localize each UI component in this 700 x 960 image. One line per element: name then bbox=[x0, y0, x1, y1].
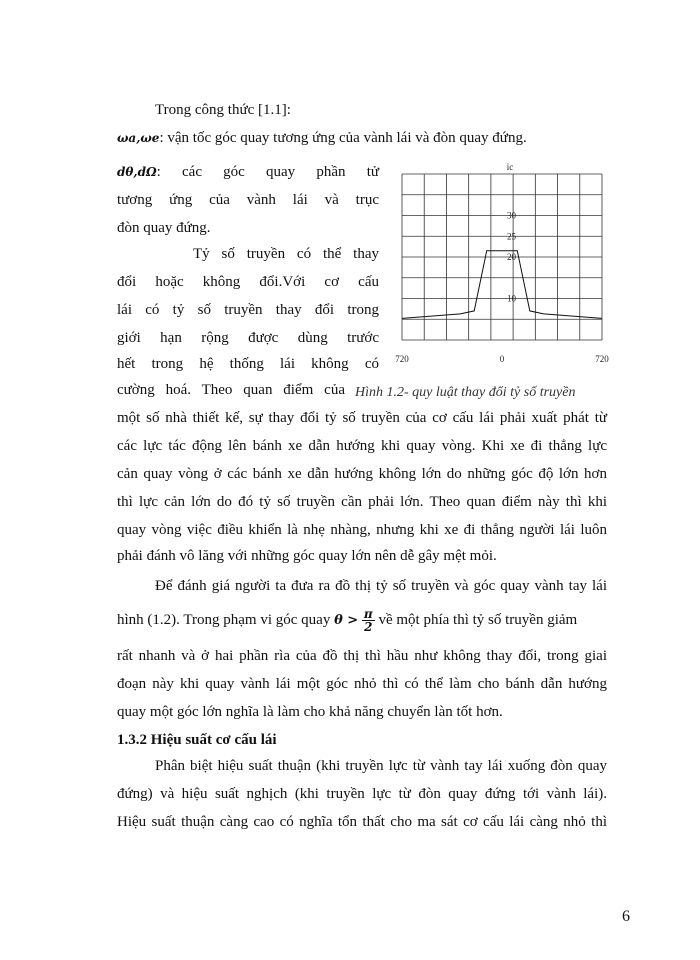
body-line-12: Hiệu suất thuận càng cao có nghĩa tổn thất cho ma sát cơ cấu lái càng nhỏ thì bbox=[117, 814, 607, 830]
para2-text-before: hình (1.2). Trong phạm vi góc quay bbox=[117, 611, 331, 628]
para2-text-after: về một phía thì tỷ số truyền giảm bbox=[378, 611, 578, 628]
dtheta-definition-3: đòn quay đứng. bbox=[117, 220, 211, 236]
fraction-denominator: 2 bbox=[364, 620, 373, 634]
body-line-10: Phân biệt hiệu suất thuận (khi truyền lực từ vành tay lái xuống đòn quay bbox=[155, 758, 607, 774]
body-line-8: đoạn này khi quay vành lái một góc nhỏ thì có thể làm cho bánh dẫn hướng bbox=[117, 676, 607, 692]
dtheta-definition-2: tương ứng của vành lái và trục bbox=[117, 192, 379, 208]
body-line-6: phải đánh vô lăng với những góc quay lớn nên dễ gây mệt mỏi. bbox=[117, 548, 497, 564]
body-line-5: quay vòng việc điều khiển là nhẹ nhàng, nhưng khi xe đi thẳng người lái luôn bbox=[117, 522, 607, 538]
figure-caption: Hình 1.2- quy luật thay đổi tỷ số truyền bbox=[355, 385, 576, 400]
body-line-11: đứng) và hiệu suất nghịch (khi truyền lực từ đòn quay đứng tới vành lái). bbox=[117, 786, 607, 802]
x-tick-label: 720 bbox=[395, 354, 409, 364]
body-line-9: quay một góc lớn nghĩa là làm cho khả năng chuyển làn tốt hơn. bbox=[117, 704, 503, 720]
chart-ticks bbox=[395, 211, 609, 365]
left-column-line-5: hết trong hệ thống lái không có bbox=[117, 356, 379, 372]
dtheta-symbol: dθ,dΩ bbox=[117, 165, 157, 179]
para2-line-2 bbox=[117, 608, 607, 633]
body-line-7: rất nhanh và ở hai phần rìa của đồ thị thì hầu như không thay đổi, trong giai bbox=[117, 648, 607, 664]
body-line-2: các lực tác động lên bánh xe dẫn hướng khi quay vòng. Khi xe đi thẳng lực bbox=[117, 438, 607, 454]
intro-line: Trong công thức [1.1]: bbox=[155, 102, 291, 118]
y-tick-label: 30 bbox=[507, 210, 516, 221]
left-column-line-6: cường hoá. Theo quan điểm của bbox=[117, 382, 345, 398]
omega-text: : vận tốc góc quay tương ứng của vành lái và đòn quay đứng. bbox=[159, 130, 527, 146]
x-tick-label: 720 bbox=[595, 354, 609, 364]
section-heading: 1.3.2 Hiệu suất cơ cấu lái bbox=[117, 732, 277, 748]
page-number: 6 bbox=[622, 908, 630, 925]
theta-symbol: θ > bbox=[334, 612, 359, 628]
series-line-ic bbox=[402, 251, 602, 319]
x-tick-label: 0 bbox=[499, 354, 505, 364]
gear-ratio-chart bbox=[380, 160, 620, 370]
chart-grid bbox=[402, 174, 602, 340]
pi-over-two-fraction bbox=[362, 608, 375, 633]
para2-line-1: Để đánh giá người ta đưa ra đồ thị tỷ số truyền và góc quay vành tay lái bbox=[155, 578, 607, 594]
left-column-line-1: Tỷ số truyền có thể thay bbox=[193, 246, 379, 262]
omega-definition bbox=[117, 128, 527, 148]
left-column-line-2: đổi hoặc không đổi.Với cơ cấu bbox=[117, 274, 379, 290]
y-tick-label: 20 bbox=[507, 252, 516, 262]
body-line-4: thì lực cản lớn do đó tỷ số truyền cần phải lớn. Theo quan điểm này thì khi bbox=[117, 494, 607, 510]
dtheta-text-1: : các góc quay phần tử bbox=[156, 164, 379, 180]
omega-symbol: ωa,ωe bbox=[117, 131, 160, 145]
y-tick-label: 10 bbox=[507, 293, 516, 304]
y-axis-label: ic bbox=[506, 162, 514, 172]
fraction-numerator: π bbox=[363, 607, 373, 621]
body-line-3: cản quay vòng ở các bánh xe dẫn hướng không lớn do những góc độ lớn hơn bbox=[117, 466, 607, 482]
dtheta-definition-1 bbox=[117, 162, 379, 182]
left-column-line-3: lái có tỷ số truyền thay đổi trong bbox=[117, 302, 379, 318]
y-tick-label: 25 bbox=[507, 231, 516, 242]
body-line-1: một số nhà thiết kế, sự thay đổi tỷ số truyền của cơ cấu lái phải xuất phát từ bbox=[117, 410, 607, 426]
left-column-line-4: giới hạn rộng được dùng trước bbox=[117, 330, 379, 346]
